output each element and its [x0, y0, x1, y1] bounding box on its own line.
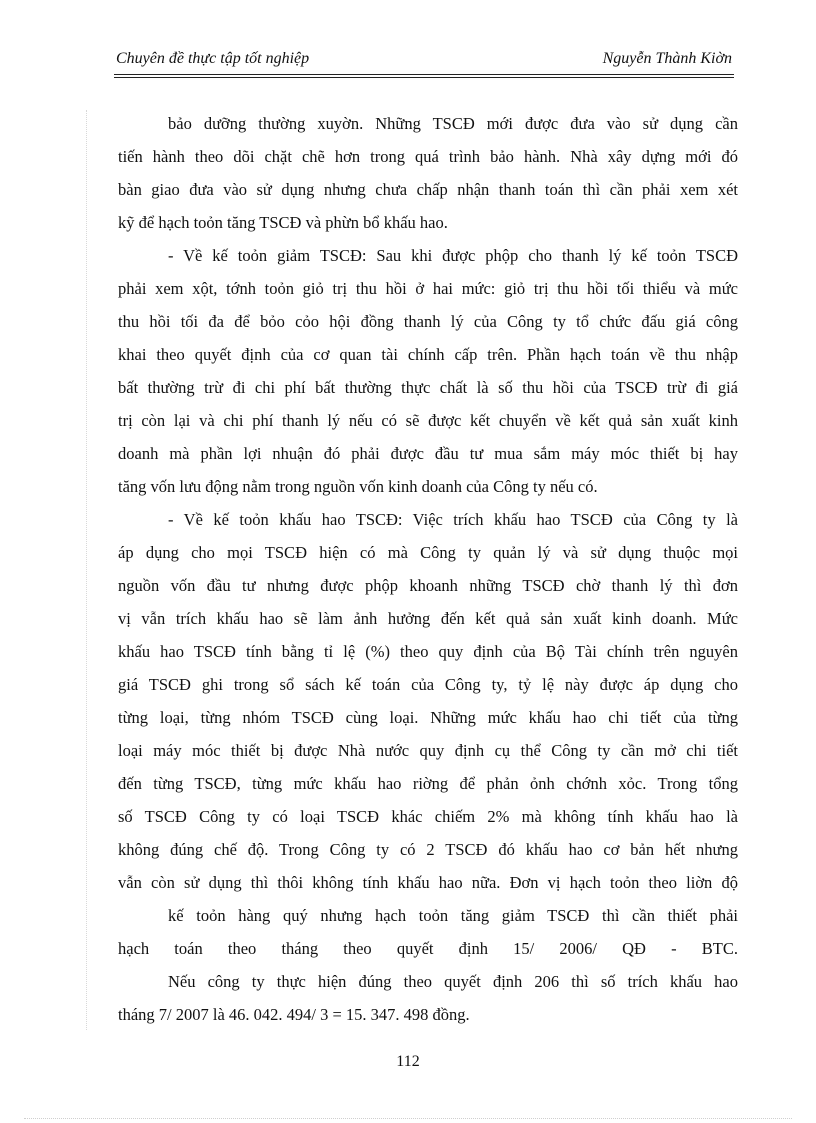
text-line: vẫn còn sử dụng thì thôi không tính khấu hao nữa. Đơn vị hạch toỏn theo liờn độ: [118, 873, 738, 892]
text-line: thu hồi tối đa để bỏo cỏo hội đồng thanh lý của Công ty tổ chức đấu giá công: [118, 312, 738, 331]
text-line: bất thường trừ đi chi phí bất thường thực chất là số thu hồi của TSCĐ trừ đi giá: [118, 378, 738, 397]
header-author: Nguyễn Thành Kiờn: [602, 50, 732, 67]
header-divider: [114, 74, 734, 78]
text-line: loại máy móc thiết bị được Nhà nước quy định cụ thể Công ty cần mở chi tiết: [118, 741, 738, 760]
text-line: từng loại, từng nhóm TSCĐ cùng loại. Những mức khấu hao chi tiết của từng: [118, 708, 738, 727]
text-line: vị vẫn trích khấu hao sẽ làm ảnh hưởng đến kết quả sản xuất kinh doanh. Mức: [118, 609, 738, 628]
page-header: [114, 44, 734, 74]
text-line: không đúng chế độ. Trong Công ty có 2 TSCĐ đó khấu hao cơ bản hết nhưng: [118, 840, 738, 859]
text-line: - Về kế toỏn khấu hao TSCĐ: Việc trích khấu hao TSCĐ của Công ty là: [168, 510, 738, 529]
page-number: 112: [396, 1053, 420, 1070]
margin-rule: [86, 110, 88, 1030]
text-line: đến từng TSCĐ, từng mức khấu hao riờng để phản ỏnh chớnh xỏc. Trong tổng: [118, 774, 738, 793]
text-line: tăng vốn lưu động nằm trong nguồn vốn kinh doanh của Công ty nếu có.: [118, 477, 598, 496]
text-line: tháng 7/ 2007 là 46. 042. 494/ 3 = 15. 347. 498 đồng.: [118, 1005, 470, 1024]
text-line: giá TSCĐ ghi trong sổ sách kế toán của Công ty, tỷ lệ này được áp dụng cho: [118, 675, 738, 694]
text-line: khai theo quyết định của cơ quan tài chính cấp trên. Phần hạch toán về thu nhập: [118, 345, 738, 364]
text-line: bàn giao đưa vào sử dụng nhưng chưa chấp nhận thanh toán thì cần phải xem xét: [118, 180, 738, 199]
text-line: nguồn vốn đầu tư nhưng được phộp khoanh những TSCĐ chờ thanh lý thì đơn: [118, 576, 738, 595]
text-line: - Về kế toỏn giảm TSCĐ: Sau khi được phộp cho thanh lý kế toỏn TSCĐ: [168, 246, 738, 265]
text-line: tiến hành theo dõi chặt chẽ hơn trong quá trình bảo hành. Nhà xây dựng mới đó: [118, 147, 738, 166]
text-line: hạch toán theo tháng theo quyết định 15/ 2006/ QĐ - BTC.: [118, 939, 738, 958]
text-line: phải xem xột, tớnh toỏn giỏ trị thu hồi ở hai mức: giỏ trị thu hồi tối thiểu và mức: [118, 279, 738, 298]
text-line: áp dụng cho mọi TSCĐ hiện có mà Công ty quản lý và sử dụng thuộc mọi: [118, 543, 738, 562]
bottom-divider: [24, 1118, 792, 1119]
header-title: Chuyên đề thực tập tốt nghiệp: [116, 50, 310, 67]
text-line: trị còn lại và chi phí thanh lý nếu có sẽ được kết chuyển về kết quả sản xuất kinh: [118, 411, 738, 430]
text-line: bảo dưỡng thường xuyờn. Những TSCĐ mới được đưa vào sử dụng cần: [168, 114, 738, 133]
text-line: doanh mà phần lợi nhuận đó phải được đầu tư mua sắm máy móc thiết bị hay: [118, 444, 738, 463]
text-line: số TSCĐ Công ty có loại TSCĐ khác chiếm 2% mà không tính khấu hao là: [118, 807, 738, 826]
text-line: khấu hao TSCĐ tính bằng tỉ lệ (%) theo quy định của Bộ Tài chính trên nguyên: [118, 642, 738, 661]
text-line: kế toỏn hàng quý nhưng hạch toỏn tăng giảm TSCĐ thì cần thiết phải: [168, 906, 738, 925]
text-line: Nếu công ty thực hiện đúng theo quyết định 206 thì số trích khấu hao: [168, 972, 738, 991]
text-line: kỹ để hạch toỏn tăng TSCĐ và phừn bổ khấu hao.: [118, 213, 448, 232]
